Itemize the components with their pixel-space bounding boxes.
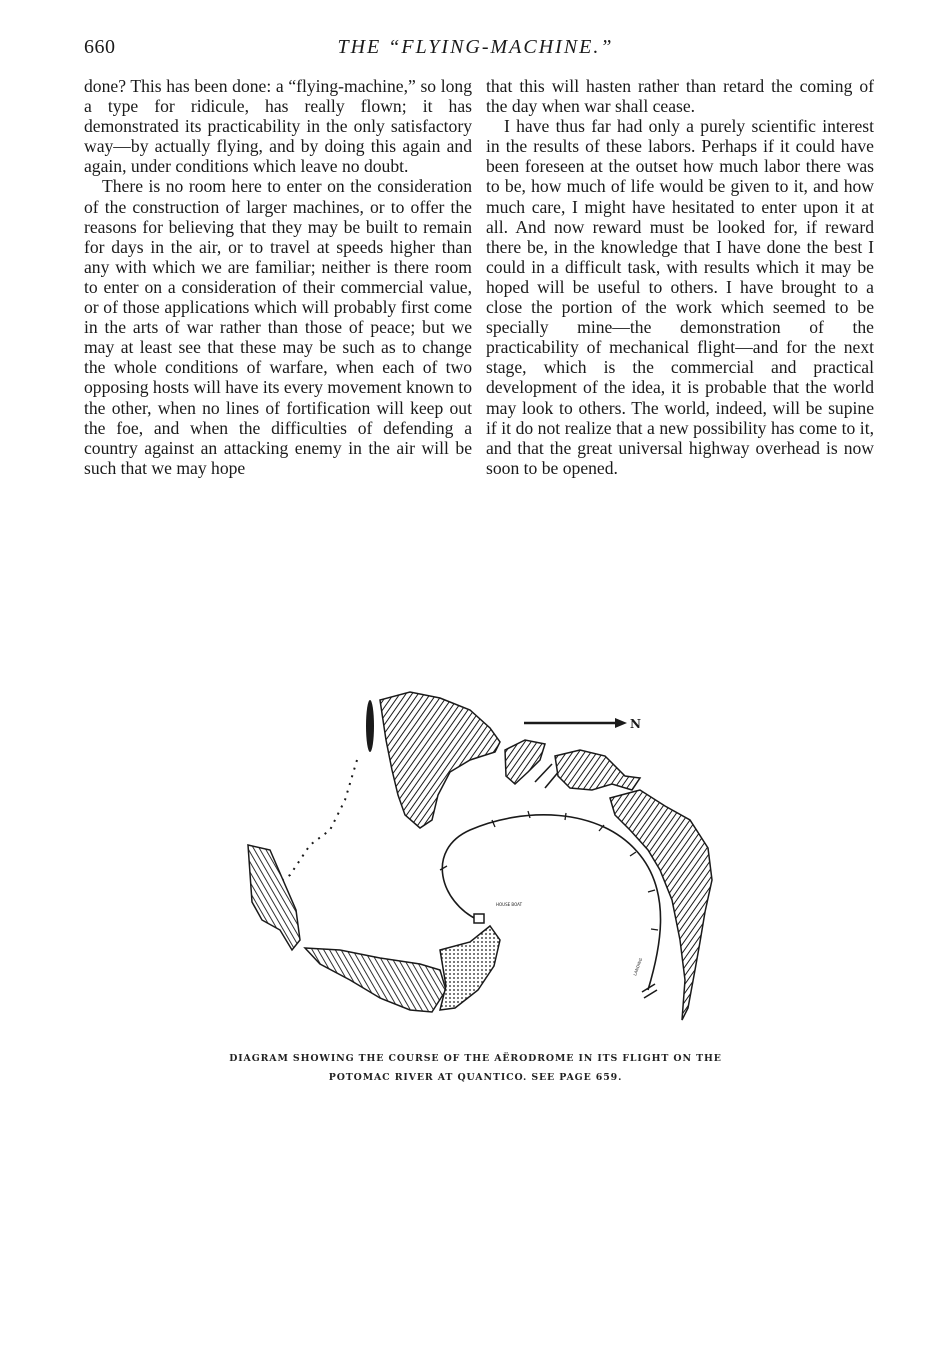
right-paragraph-1: that this will hasten rather than retard the coming of the day when war shall cease. [486,76,874,117]
shore-landmass-northeast [555,750,640,790]
landing-label: LANDING [632,957,644,977]
caption-line-1: DIAGRAM SHOWING THE COURSE OF THE AËRODROME IN ITS FLIGHT ON THE [229,1053,722,1064]
house-boat-label: HOUSE BOAT [496,902,523,907]
right-paragraph-2: I have thus far had only a purely scientific interest in the results of these labors. Perhaps if it could have been foreseen at the outset how much labor there was to be, how much of life would be given to it, and how much care, I might have hesitated to enter upon it at all. And now reward must be looked for, if reward there be, in the knowledge that I have done the best I could in a difficult task, with results which it may be hoped will be useful to others. I have brought to a close the portion of the work which seemed to be specially mine—the demonstration of the practicability of mechanical flight—and for the next stage, which is the commercial and practical development of the idea, it is probable that the world may look to others. The world, indeed, will be supine if it do not realize that a new possibility has come to it, and that the great universal highway overhead is now soon to be opened. [486,116,874,478]
shore-landmass-north [380,692,500,828]
figure-caption [0,1049,951,1087]
narrow-island [366,700,374,752]
diagram-svg [0,680,951,1040]
dotted-shoreline [275,760,357,885]
north-arrowhead [615,718,627,728]
shore-landmass-south [305,948,446,1012]
landing-mark [642,984,655,992]
left-paragraph-2: There is no room here to enter on the consideration of the construction of larger machines, or to offer the reasons for believing that they may be built to remain for days in the air, or to travel at speeds higher than any with which we are familiar; neither is there room to enter on a consideration of their commercial value, or of those applications which will probably first come in the arts of war rather than those of peace; but we may at least see that these may be such as to change the whole conditions of warfare, when each of two opposing hosts will have its every movement known to the other, when no lines of fortification will keep out the foe, and when the difficulties of defending a country against an attacking enemy in the air will be such that we may hope [84,176,472,478]
right-text-column [486,76,874,478]
shore-landmass-west [248,845,300,950]
flight-course-diagram [0,680,951,1040]
left-text-column [84,76,472,478]
page-number: 660 [84,36,116,58]
house-boat-marker [474,914,484,923]
landing-mark [644,990,657,998]
reed-mark [535,764,552,782]
caption-line-2: POTOMAC RIVER AT QUANTICO. SEE PAGE 659. [328,1072,623,1083]
shore-landmass-east [610,790,712,1020]
running-title: THE “FLYING-MACHINE.” [337,36,614,58]
compass-label: N [630,717,641,731]
marsh-area [440,926,500,1010]
left-paragraph-1: done? This has been done: a “flying-machine,” so long a type for ridicule, has really flown; it has demonstrated its practicability in the only satisfactory way—by actually flying, and by doing this again and again, under conditions which leave no doubt. [84,76,472,177]
